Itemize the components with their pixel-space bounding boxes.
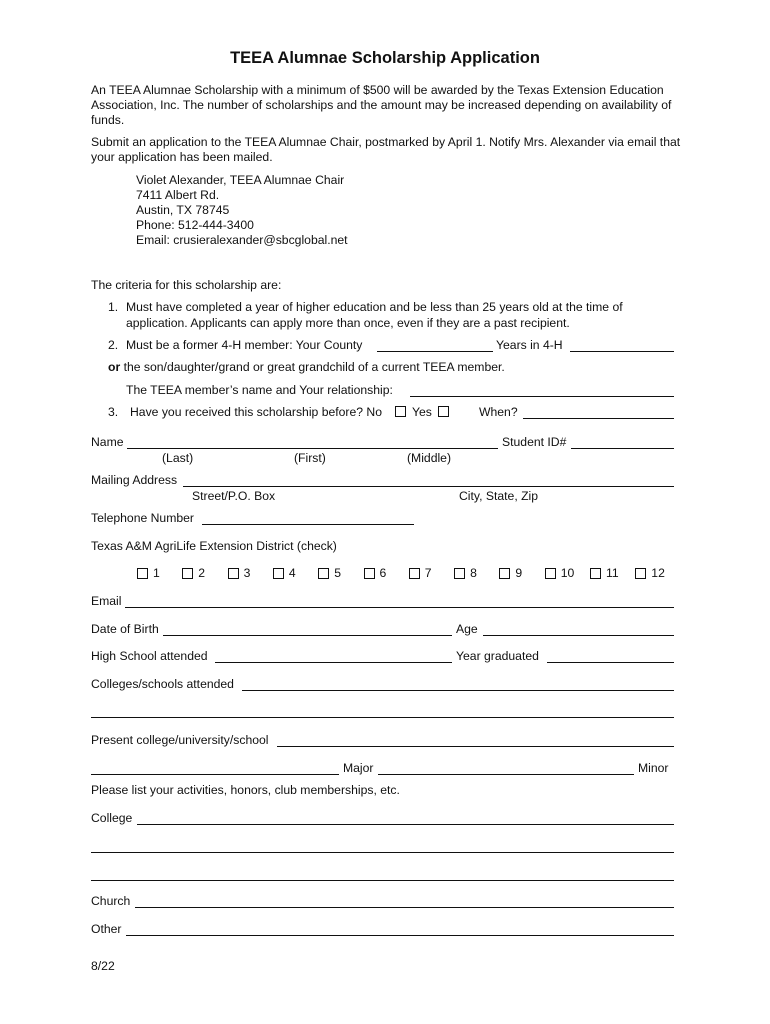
district-checkbox[interactable] bbox=[635, 568, 646, 579]
street-caption: Street/P.O. Box bbox=[192, 489, 276, 503]
student-id-label: Student ID# bbox=[502, 435, 567, 449]
criterion-1-line1: Must have completed a year of higher education and be less than 25 years old at the time of bbox=[126, 300, 623, 314]
district-item bbox=[635, 566, 665, 580]
criterion-2-text: Must be a former 4-H member: Your County bbox=[126, 338, 363, 352]
years-4h-field[interactable] bbox=[570, 351, 674, 352]
middle-name-caption: (Middle) bbox=[407, 451, 452, 465]
district-item bbox=[273, 566, 296, 580]
district-item bbox=[409, 566, 432, 580]
district-checkbox[interactable] bbox=[364, 568, 375, 579]
dob-field[interactable] bbox=[163, 635, 452, 636]
district-number: 9 bbox=[515, 566, 523, 580]
contact-city: Austin, TX 78745 bbox=[136, 203, 230, 217]
mailing-address-label: Mailing Address bbox=[91, 473, 178, 487]
district-checkbox[interactable] bbox=[228, 568, 239, 579]
or-text: the son/daughter/grand or great grandchild of a current TEEA member. bbox=[123, 360, 505, 374]
high-school-field[interactable] bbox=[215, 662, 452, 663]
received-no-checkbox[interactable] bbox=[395, 406, 406, 417]
criterion-1-number: 1. bbox=[108, 300, 119, 314]
dob-label: Date of Birth bbox=[91, 622, 159, 636]
present-college-field[interactable] bbox=[277, 746, 674, 747]
criterion-3-number: 3. bbox=[108, 405, 119, 419]
major-label: Major bbox=[343, 761, 374, 775]
district-number: 10 bbox=[560, 566, 575, 580]
minor-field[interactable] bbox=[378, 774, 634, 775]
district-number: 3 bbox=[243, 566, 251, 580]
criterion-2-number: 2. bbox=[108, 338, 119, 352]
district-number: 5 bbox=[334, 566, 341, 580]
contact-phone: Phone: 512-444-3400 bbox=[136, 218, 254, 232]
district-item bbox=[182, 566, 205, 580]
mailing-address-field[interactable] bbox=[183, 486, 674, 487]
contact-name: Violet Alexander, TEEA Alumnae Chair bbox=[136, 173, 345, 187]
criterion-1-line2: application. Applicants can apply more than once, even if they are a past recipient. bbox=[126, 316, 570, 330]
first-name-caption: (First) bbox=[294, 451, 326, 465]
age-field[interactable] bbox=[483, 635, 674, 636]
district-number: 8 bbox=[470, 566, 477, 580]
county-field[interactable] bbox=[377, 351, 493, 352]
contact-email: Email: crusieralexander@sbcglobal.net bbox=[136, 233, 348, 247]
colleges-attended-field-2[interactable] bbox=[91, 717, 674, 718]
or-word: or bbox=[108, 360, 121, 374]
church-field[interactable] bbox=[135, 907, 674, 908]
member-relationship-field[interactable] bbox=[410, 396, 674, 397]
district-item bbox=[590, 566, 619, 580]
district-item bbox=[318, 566, 341, 580]
district-item bbox=[454, 566, 477, 580]
college-activities-field[interactable] bbox=[137, 824, 674, 825]
criteria-heading: The criteria for this scholarship are: bbox=[91, 278, 282, 292]
district-number: 4 bbox=[288, 566, 296, 580]
year-graduated-field[interactable] bbox=[547, 662, 674, 663]
district-checkbox[interactable] bbox=[545, 568, 556, 579]
contact-street: 7411 Albert Rd. bbox=[136, 188, 220, 202]
district-checkbox[interactable] bbox=[499, 568, 510, 579]
other-label: Other bbox=[91, 922, 122, 936]
city-state-zip-caption: City, State, Zip bbox=[459, 489, 539, 503]
years-4h-label: Years in 4-H bbox=[496, 338, 563, 352]
telephone-field[interactable] bbox=[202, 524, 414, 525]
age-label: Age bbox=[456, 622, 478, 636]
district-item bbox=[545, 566, 575, 580]
telephone-label: Telephone Number bbox=[91, 511, 194, 525]
district-item bbox=[228, 566, 251, 580]
submit-paragraph: Submit an application to the TEEA Alumnae Chair, postmarked by April 1. Notify Mrs. Alexander via email that your application has been mailed. bbox=[91, 135, 681, 164]
district-item bbox=[137, 566, 160, 580]
district-number: 2 bbox=[198, 566, 206, 580]
when-label: When? bbox=[479, 405, 518, 419]
district-checkbox[interactable] bbox=[318, 568, 329, 579]
student-id-field[interactable] bbox=[571, 448, 674, 449]
received-yes-label: Yes bbox=[412, 405, 432, 419]
district-checkbox[interactable] bbox=[454, 568, 465, 579]
district-number: 1 bbox=[153, 566, 160, 580]
footer-date: 8/22 bbox=[91, 959, 115, 973]
member-relationship-label: The TEEA member’s name and Your relationship: bbox=[126, 383, 393, 397]
name-label: Name bbox=[91, 435, 124, 449]
when-field[interactable] bbox=[523, 418, 674, 419]
district-number: 12 bbox=[651, 566, 665, 580]
name-field[interactable] bbox=[127, 448, 498, 449]
colleges-attended-label: Colleges/schools attended bbox=[91, 677, 234, 691]
district-checkbox[interactable] bbox=[590, 568, 601, 579]
other-field[interactable] bbox=[126, 935, 674, 936]
colleges-attended-field[interactable] bbox=[242, 690, 674, 691]
college-activities-label: College bbox=[91, 811, 133, 825]
college-activities-field-3[interactable] bbox=[91, 880, 674, 881]
high-school-label: High School attended bbox=[91, 649, 208, 663]
received-yes-checkbox[interactable] bbox=[438, 406, 449, 417]
email-label: Email bbox=[91, 594, 122, 608]
district-label: Texas A&M AgriLife Extension District (check) bbox=[91, 539, 337, 553]
district-number: 7 bbox=[424, 566, 432, 580]
intro-paragraph: An TEEA Alumnae Scholarship with a minimum of $500 will be awarded by the Texas Extension Education Association, Inc. The number of scholarships and the amount may be increased depending on availability of funds. bbox=[91, 83, 672, 127]
district-checkbox[interactable] bbox=[409, 568, 420, 579]
district-checkbox[interactable] bbox=[137, 568, 148, 579]
district-number: 11 bbox=[606, 566, 619, 580]
district-checkbox[interactable] bbox=[182, 568, 193, 579]
minor-label: Minor bbox=[638, 761, 669, 775]
district-item bbox=[364, 566, 387, 580]
criterion-3-text: Have you received this scholarship before? No bbox=[130, 405, 383, 419]
year-graduated-label: Year graduated bbox=[456, 649, 539, 663]
district-checkbox[interactable] bbox=[273, 568, 284, 579]
major-field[interactable] bbox=[91, 774, 339, 775]
activities-label: Please list your activities, honors, club memberships, etc. bbox=[91, 783, 400, 797]
college-activities-field-2[interactable] bbox=[91, 852, 674, 853]
email-field[interactable] bbox=[125, 607, 674, 608]
district-number: 6 bbox=[379, 566, 387, 580]
present-college-label: Present college/university/school bbox=[91, 733, 269, 747]
district-item bbox=[499, 566, 522, 580]
last-name-caption: (Last) bbox=[162, 451, 194, 465]
page-title: TEEA Alumnae Scholarship Application bbox=[230, 49, 540, 67]
or-line bbox=[108, 360, 505, 375]
church-label: Church bbox=[91, 894, 131, 908]
